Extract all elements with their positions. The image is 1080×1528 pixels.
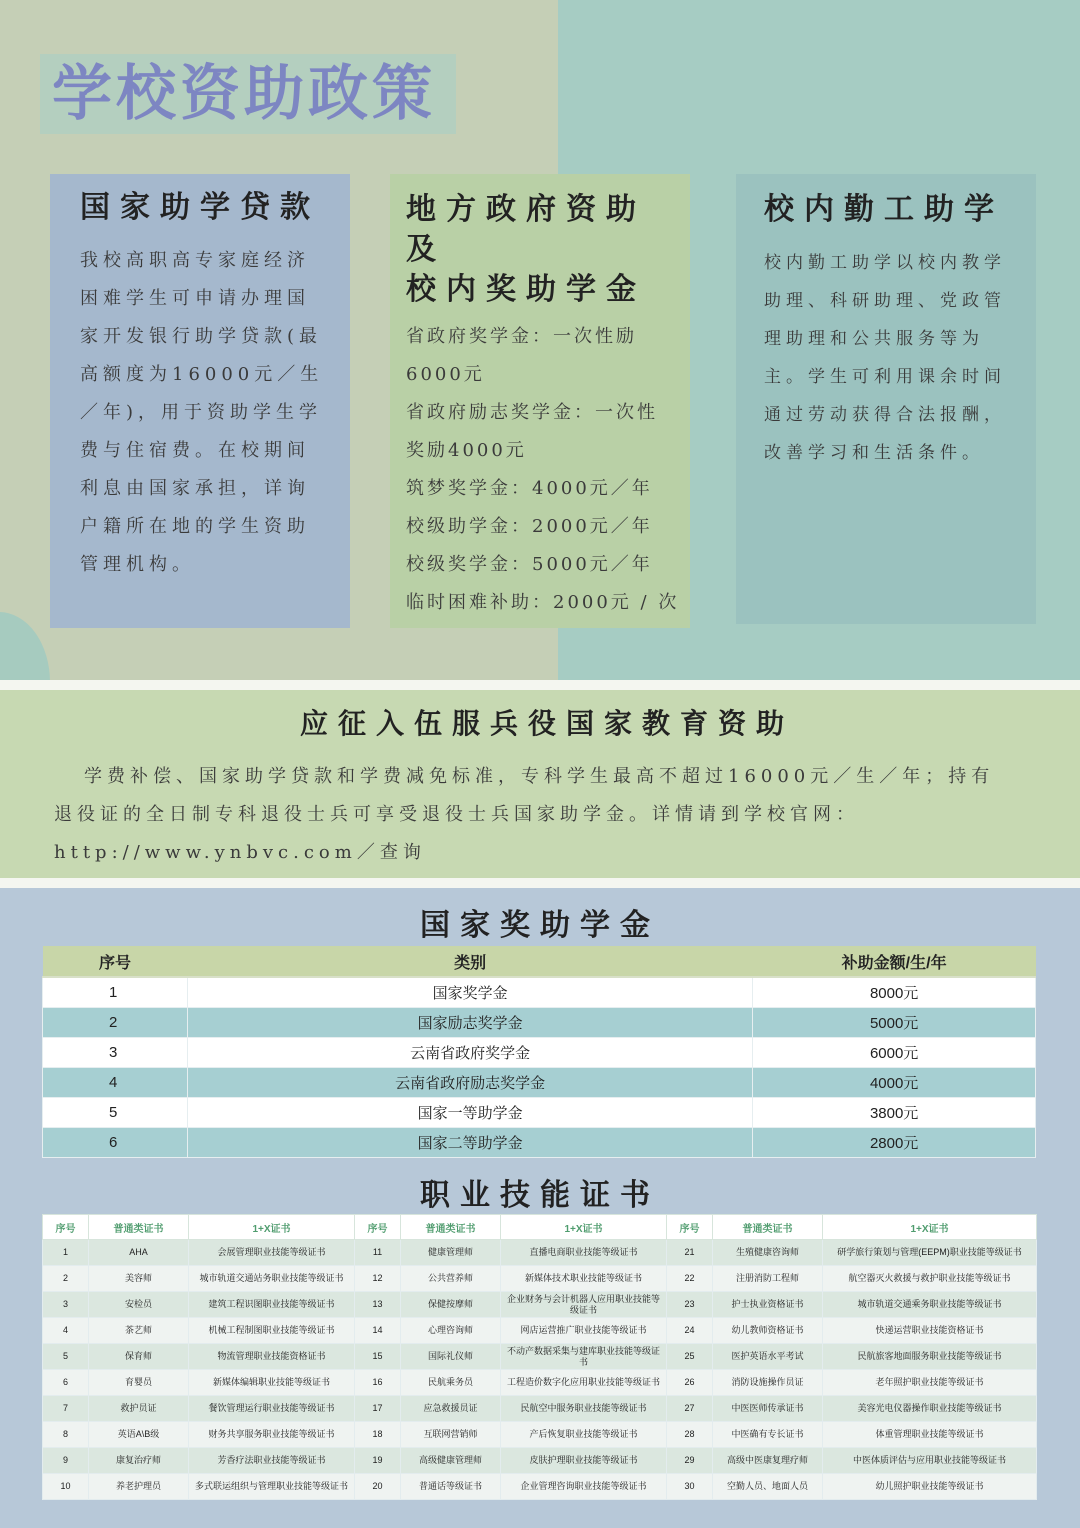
table-cell: 6 [43, 1128, 188, 1158]
local-scholarship-card [390, 174, 690, 628]
table-cell: 2800元 [753, 1128, 1036, 1158]
military-line-2: 退役证的全日制专科退役士兵可享受退役士兵国家助学金。详情请到学校官网： [54, 804, 859, 825]
header-cell: 1+X证书 [501, 1215, 667, 1240]
table-cell: 26 [667, 1370, 713, 1396]
table-cell: 快递运营职业技能资格证书 [823, 1318, 1037, 1344]
table-cell: 12 [355, 1266, 401, 1292]
local-line: 省政府奖学金：一次性励 [406, 326, 637, 347]
table-cell: 10 [43, 1474, 89, 1500]
table-cell: 7 [43, 1396, 89, 1422]
table-cell: 27 [667, 1396, 713, 1422]
table-cell: 23 [667, 1292, 713, 1318]
table-cell: 5 [43, 1344, 89, 1370]
table-cell: 普通话等级证书 [401, 1474, 501, 1500]
table-cell: 英语A\B级 [89, 1422, 189, 1448]
table-cell: 新媒体编辑职业技能等级证书 [189, 1370, 355, 1396]
table-row [43, 1318, 1037, 1344]
table-cell: 11 [355, 1240, 401, 1266]
table-cell: 公共营养师 [401, 1266, 501, 1292]
table-cell: 芳香疗法职业技能等级证书 [189, 1448, 355, 1474]
table-cell: 3800元 [753, 1098, 1036, 1128]
certificates-table [42, 1214, 1037, 1500]
table-cell: 2 [43, 1008, 188, 1038]
table-cell: 老年照护职业技能等级证书 [823, 1370, 1037, 1396]
divider [0, 878, 1080, 888]
table-row [43, 1266, 1037, 1292]
table-row [43, 1370, 1037, 1396]
table-cell: 直播电商职业技能等级证书 [501, 1240, 667, 1266]
header-cell: 补助金额/生/年 [753, 946, 1036, 977]
military-section [0, 690, 1080, 878]
table-cell: 茶艺师 [89, 1318, 189, 1344]
table-cell: 保育师 [89, 1344, 189, 1370]
table-cell: 民航旅客地面服务职业技能等级证书 [823, 1344, 1037, 1370]
table-cell: 云南省政府励志奖学金 [187, 1068, 752, 1098]
table-cell: 互联网营销师 [401, 1422, 501, 1448]
national-loan-title: 国家助学贷款 [80, 190, 320, 225]
local-line: 6000元 [406, 364, 485, 385]
table-cell: 企业管理咨询职业技能等级证书 [501, 1474, 667, 1500]
table-cell: 企业财务与会计机器人应用职业技能等级证书 [501, 1292, 667, 1318]
table-cell: 消防设施操作员证 [713, 1370, 823, 1396]
table-cell: AHA [89, 1240, 189, 1266]
table-cell: 美容师 [89, 1266, 189, 1292]
table-cell: 新媒体技术职业技能等级证书 [501, 1266, 667, 1292]
table-cell: 国际礼仪师 [401, 1344, 501, 1370]
work-study-card [736, 174, 1036, 624]
header-cell: 序号 [355, 1215, 401, 1240]
table-cell: 养老护理员 [89, 1474, 189, 1500]
table-cell: 国家励志奖学金 [187, 1008, 752, 1038]
table-cell: 空勤人员、地面人员 [713, 1474, 823, 1500]
table-cell: 不动产数据采集与建库职业技能等级证书 [501, 1344, 667, 1370]
table-cell: 生殖健康咨询师 [713, 1240, 823, 1266]
scholarship-table [42, 946, 1036, 1158]
table-cell: 8000元 [753, 977, 1036, 1008]
table-cell: 2 [43, 1266, 89, 1292]
work-study-body: 校内勤工助学以校内教学助理、科研助理、党政管理助理和公共服务等为主。学生可利用课余时间通过劳动获得合法报酬，改善学习和生活条件。 [764, 253, 1006, 463]
table-cell: 19 [355, 1448, 401, 1474]
table-cell: 保健按摩师 [401, 1292, 501, 1318]
header-cell: 普通类证书 [401, 1215, 501, 1240]
table-cell: 会展管理职业技能等级证书 [189, 1240, 355, 1266]
local-title-line1: 地方政府资助及 [406, 192, 646, 267]
table-cell: 国家奖学金 [187, 977, 752, 1008]
military-line-3: http://www.ynbvc.com／查询 [54, 842, 426, 863]
table-cell: 美容光电仪器操作职业技能等级证书 [823, 1396, 1037, 1422]
table-cell: 6000元 [753, 1038, 1036, 1068]
table-cell: 29 [667, 1448, 713, 1474]
table-cell: 28 [667, 1422, 713, 1448]
table-cell: 应急救援员证 [401, 1396, 501, 1422]
table-cell: 财务共享服务职业技能等级证书 [189, 1422, 355, 1448]
local-line: 筑梦奖学金：4000元／年 [406, 478, 653, 499]
table-cell: 1 [43, 977, 188, 1008]
header-cell: 序号 [667, 1215, 713, 1240]
table-row [43, 1008, 1036, 1038]
table-cell: 国家一等助学金 [187, 1098, 752, 1128]
local-line: 省政府励志奖学金：一次性 [406, 402, 658, 423]
table-cell: 15 [355, 1344, 401, 1370]
header-cell: 1+X证书 [189, 1215, 355, 1240]
table-cell: 航空器灭火救援与救护职业技能等级证书 [823, 1266, 1037, 1292]
table-cell: 护士执业资格证书 [713, 1292, 823, 1318]
table-cell: 20 [355, 1474, 401, 1500]
table-cell: 建筑工程识图职业技能等级证书 [189, 1292, 355, 1318]
table-cell: 心理咨询师 [401, 1318, 501, 1344]
table-cell: 5 [43, 1098, 188, 1128]
table-cell: 中医确有专长证书 [713, 1422, 823, 1448]
table-cell: 康复治疗师 [89, 1448, 189, 1474]
scholarship-title: 国家奖助学金 [420, 908, 660, 943]
header-cell: 普通类证书 [713, 1215, 823, 1240]
table-cell: 育婴员 [89, 1370, 189, 1396]
local-line: 校级奖学金：5000元／年 [406, 554, 653, 575]
local-line: 临时困难补助：2000元 / 次 [406, 592, 680, 613]
table-cell: 健康管理师 [401, 1240, 501, 1266]
table-cell: 高级中医康复理疗师 [713, 1448, 823, 1474]
table-cell: 13 [355, 1292, 401, 1318]
table-row [43, 1292, 1037, 1318]
table-cell: 21 [667, 1240, 713, 1266]
table-cell: 中医体质评估与应用职业技能等级证书 [823, 1448, 1037, 1474]
table-cell: 研学旅行策划与管理(EEPM)职业技能等级证书 [823, 1240, 1037, 1266]
scholarship-header-row [43, 946, 1036, 977]
table-cell: 医护英语水平考试 [713, 1344, 823, 1370]
table-cell: 4 [43, 1068, 188, 1098]
table-cell: 多式联运组织与管理职业技能等级证书 [189, 1474, 355, 1500]
table-row [43, 1422, 1037, 1448]
table-cell: 22 [667, 1266, 713, 1292]
local-line: 奖励4000元 [406, 440, 527, 461]
certificates-title: 职业技能证书 [420, 1178, 660, 1213]
table-cell: 幼儿教师资格证书 [713, 1318, 823, 1344]
table-cell: 国家二等助学金 [187, 1128, 752, 1158]
table-cell: 16 [355, 1370, 401, 1396]
military-title: 应征入伍服兵役国家教育资助 [299, 707, 794, 740]
table-cell: 中医医师传承证书 [713, 1396, 823, 1422]
table-cell: 体重管理职业技能等级证书 [823, 1422, 1037, 1448]
table-cell: 机械工程制图职业技能等级证书 [189, 1318, 355, 1344]
table-cell: 4000元 [753, 1068, 1036, 1098]
header-cell: 普通类证书 [89, 1215, 189, 1240]
table-cell: 幼儿照护职业技能等级证书 [823, 1474, 1037, 1500]
table-cell: 17 [355, 1396, 401, 1422]
table-cell: 25 [667, 1344, 713, 1370]
table-cell: 8 [43, 1422, 89, 1448]
military-line-1: 学费补偿、国家助学贷款和学费减免标准，专科学生最高不超过16000元／生／年；持有 [84, 766, 995, 787]
table-cell: 9 [43, 1448, 89, 1474]
table-row [43, 1128, 1036, 1158]
table-cell: 城市轨道交通站务职业技能等级证书 [189, 1266, 355, 1292]
table-row [43, 1344, 1037, 1370]
table-cell: 高级健康管理师 [401, 1448, 501, 1474]
table-row [43, 1240, 1037, 1266]
table-cell: 餐饮管理运行职业技能等级证书 [189, 1396, 355, 1422]
table-cell: 皮肤护理职业技能等级证书 [501, 1448, 667, 1474]
header-cell: 类别 [187, 946, 752, 977]
table-cell: 5000元 [753, 1008, 1036, 1038]
local-line: 校级助学金：2000元／年 [406, 516, 653, 537]
table-cell: 注册消防工程师 [713, 1266, 823, 1292]
table-cell: 6 [43, 1370, 89, 1396]
table-cell: 民航乘务员 [401, 1370, 501, 1396]
table-cell: 3 [43, 1038, 188, 1068]
table-cell: 产后恢复职业技能等级证书 [501, 1422, 667, 1448]
table-row [43, 977, 1036, 1008]
table-cell: 18 [355, 1422, 401, 1448]
table-cell: 14 [355, 1318, 401, 1344]
certificates-header-row [43, 1215, 1037, 1240]
table-cell: 云南省政府奖学金 [187, 1038, 752, 1068]
table-row [43, 1068, 1036, 1098]
table-row [43, 1038, 1036, 1068]
header-cell: 序号 [43, 1215, 89, 1240]
table-cell: 救护员证 [89, 1396, 189, 1422]
divider [0, 680, 1080, 690]
page-title: 学校资助政策 [40, 54, 456, 134]
table-cell: 物流管理职业技能资格证书 [189, 1344, 355, 1370]
table-cell: 网店运营推广职业技能等级证书 [501, 1318, 667, 1344]
table-cell: 1 [43, 1240, 89, 1266]
table-cell: 民航空中服务职业技能等级证书 [501, 1396, 667, 1422]
table-row [43, 1396, 1037, 1422]
header-cell: 序号 [43, 946, 188, 977]
table-row [43, 1448, 1037, 1474]
header-cell: 1+X证书 [823, 1215, 1037, 1240]
national-loan-card [50, 174, 350, 628]
work-study-title: 校内勤工助学 [764, 192, 1004, 227]
table-row [43, 1474, 1037, 1500]
table-cell: 城市轨道交通乘务职业技能等级证书 [823, 1292, 1037, 1318]
local-title-line2: 校内奖助学金 [406, 272, 646, 307]
national-loan-body: 我校高职高专家庭经济困难学生可申请办理国家开发银行助学贷款(最高额度为16000元／生／年)，用于资助学生学费与住宿费。在校期间利息由国家承担，详询户籍所在地的学生资助管理机构。 [80, 250, 324, 575]
table-cell: 30 [667, 1474, 713, 1500]
table-cell: 4 [43, 1318, 89, 1344]
local-scholarship-title [406, 190, 680, 310]
table-row [43, 1098, 1036, 1128]
table-cell: 工程造价数字化应用职业技能等级证书 [501, 1370, 667, 1396]
table-cell: 24 [667, 1318, 713, 1344]
table-cell: 3 [43, 1292, 89, 1318]
table-cell: 安检员 [89, 1292, 189, 1318]
